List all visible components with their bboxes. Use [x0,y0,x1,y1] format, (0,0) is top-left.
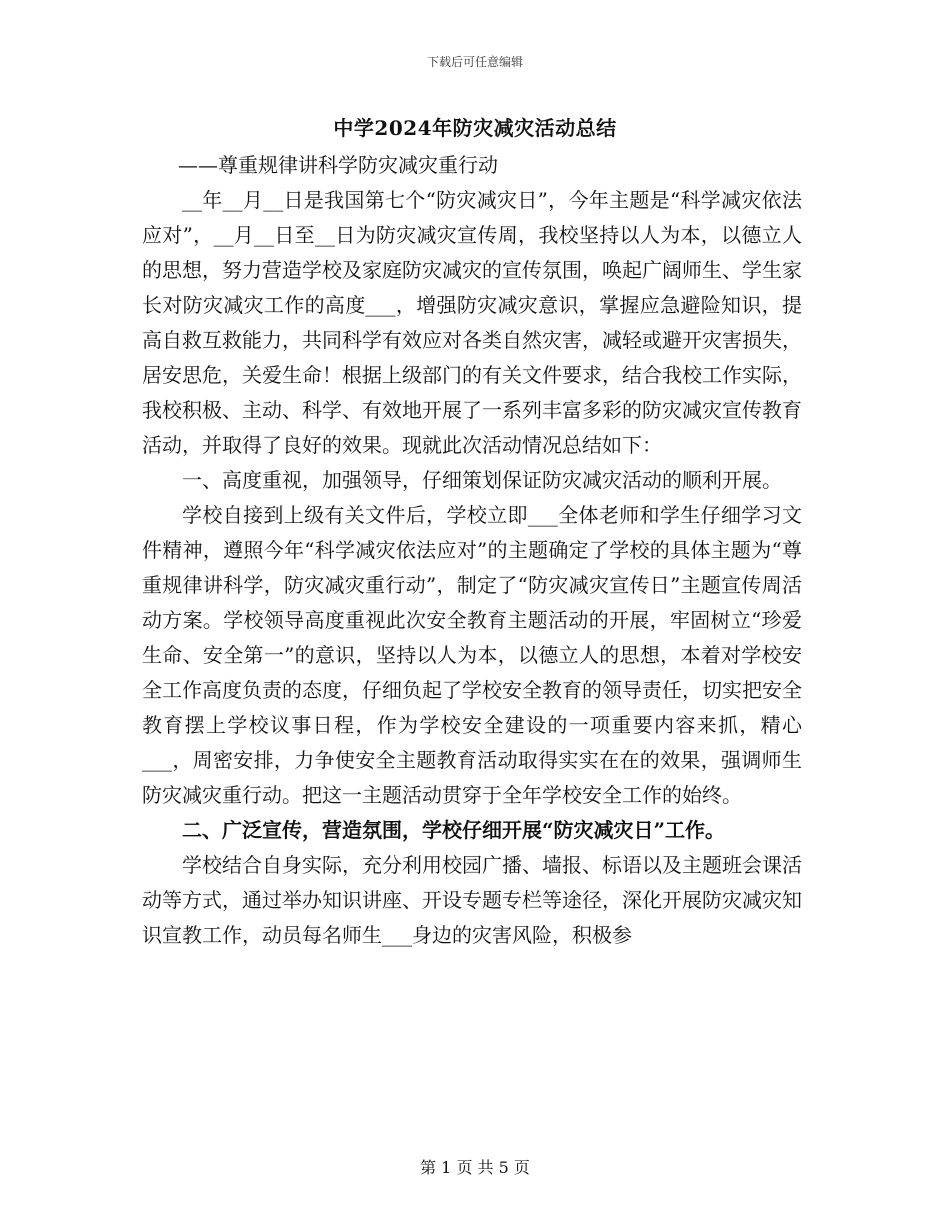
document-body [142,148,802,953]
section-2-paragraph: 学校结合自身实际，充分利用校园广播、墙报、标语以及主题班会课活动等方式，通过举办知识讲座、开设专题专栏等途径，深化开展防灾减灾知识宣教工作，动员每名师生___身边的灾害风险，积极参 [142,853,802,947]
page-number: 第 1 页 共 5 页 [420,1158,530,1177]
section-heading-2: 二、广泛宣传，营造氛围，学校仔细开展“防灾减灾日”工作。 [182,818,726,842]
intro-paragraph: __年__月__日是我国第七个“防灾减灾日”，今年主题是“科学减灾依法应对”，__月__日至__日为防灾减灾宣传周，我校坚持以人为本，以德立人的思想，努力营造学校及家庭防灾减灾的宣传氛围，唤起广阔师生、学生家长对防灾减灾工作的高度___，增强防灾减灾意识，掌握应急避险知识，提高自救互救能力，共同科学有效应对各类自然灾害，减轻或避开灾害损失，居安思危，关爱生命！根据上级部门的有关文件要求，结合我校工作实际，我校积极、主动、科学、有效地开展了一系列丰富多彩的防灾减灾宣传教育活动，并取得了良好的效果。现就此次活动情况总结如下： [142,188,802,457]
section-heading-1: 一、高度重视，加强领导，仔细策划保证防灾减灾活动的顺利开展。 [182,468,782,492]
download-note: 下载后可任意编辑 [426,55,523,69]
section-1-paragraph: 学校自接到上级有关文件后，学校立即___全体老师和学生仔细学习文件精神，遵照今年“科学减灾依法应对”的主题确定了学校的具体主题为“尊重规律讲科学，防灾减灾重行动”，制定了“防灾减灾宣传日”主题宣传周活动方案。学校领导高度重视此次安全教育主题活动的开展，牢固树立“珍爱生命、安全第一”的意识，坚持以人为本，以德立人的思想，本着对学校安全工作高度负责的态度，仔细负起了学校安全教育的领导责任，切实把安全教育摆上学校议事日程，作为学校安全建设的一项重要内容来抓，精心___，周密安排，力争使安全主题教育活动取得实实在在的效果，强调师生防灾减灾重行动。把这一主题活动贯穿于全年学校安全工作的始终。 [142,503,802,807]
document-title: 中学2024年防灾减灾活动总结 [333,116,617,140]
document-subtitle: ——尊重规律讲科学防灾减灾重行动 [178,153,498,177]
